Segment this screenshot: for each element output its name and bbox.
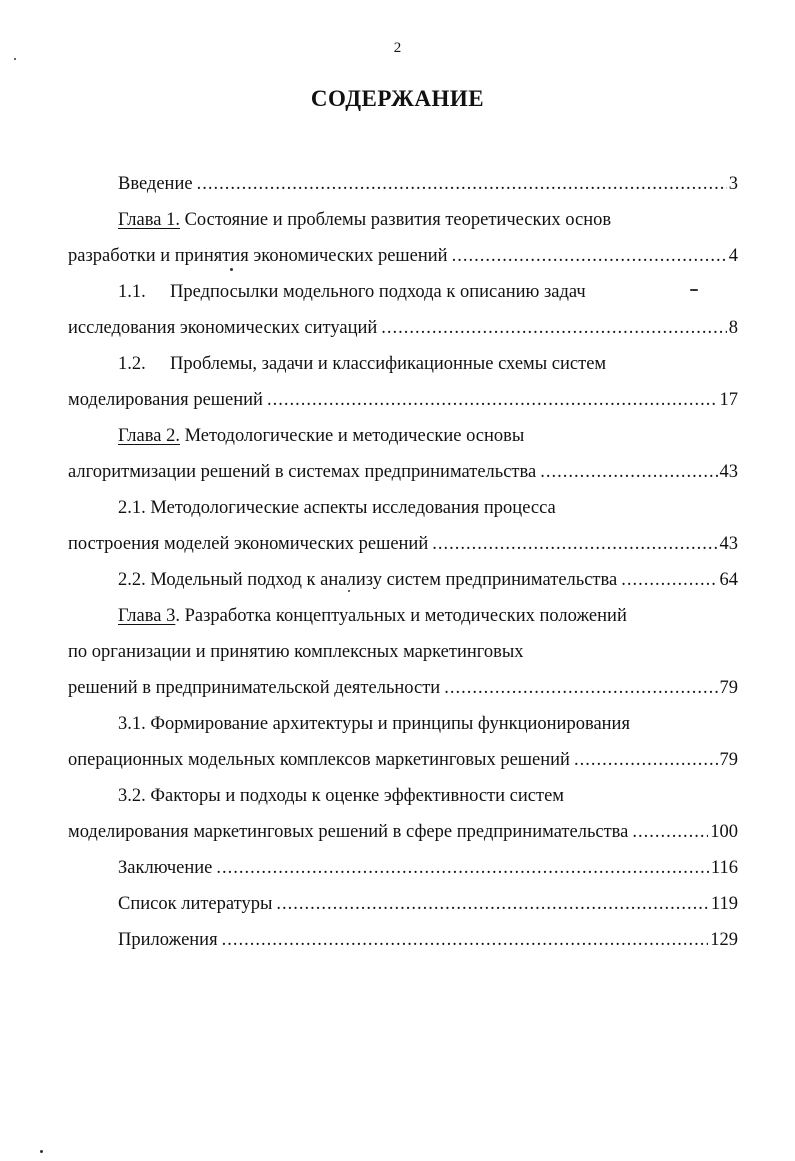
toc-leader-dots	[444, 674, 717, 702]
toc-page-number: 43	[719, 462, 738, 482]
chapter-title-line-1: . Разработка концептуальных и методических положений	[175, 606, 627, 626]
toc-leader-dots	[222, 926, 709, 954]
toc-page-number: 119	[710, 894, 738, 914]
section-title-line-1: 3.2. Факторы и подходы к оценке эффективности систем	[118, 786, 564, 806]
toc-entry-section-3-1	[68, 746, 738, 774]
toc-page-number: 79	[719, 750, 738, 770]
toc-page-number: 8	[728, 318, 738, 338]
page-title: СОДЕРЖАНИЕ	[310, 86, 485, 111]
toc-entry-conclusion	[118, 854, 738, 882]
toc-entry-text: построения моделей экономических решений	[68, 534, 429, 554]
toc-leader-dots	[574, 746, 718, 774]
toc-section-3-1-heading	[118, 710, 630, 738]
section-title-line-1: 2.1. Методологические аспекты исследования процесса	[118, 498, 556, 518]
toc-entry-text: операционных модельных комплексов маркетинговых решений	[68, 750, 570, 770]
toc-section-3-2-heading	[118, 782, 564, 810]
toc-chapter-3-line-2	[68, 638, 524, 666]
section-number: 1.2.	[118, 354, 146, 374]
toc-leader-dots	[621, 566, 717, 594]
section-title-line-1: Проблемы, задачи и классификационные схемы систем	[170, 354, 607, 374]
chapter-title-line-1: Состояние и проблемы развития теоретических основ	[179, 210, 612, 230]
toc-entry-text: алгоритмизации решений в системах предпринимательства	[68, 462, 537, 482]
toc-page-number: 129	[710, 930, 738, 950]
toc-leader-dots	[540, 458, 717, 486]
toc-leader-dots	[381, 314, 726, 342]
toc-entry-text: моделирования маркетинговых решений в сфере предпринимательства	[68, 822, 629, 842]
toc-entry-chapter-1	[68, 242, 738, 270]
toc-entry-text: 2.2. Модельный подход к анализу систем предпринимательства	[118, 570, 618, 590]
toc-entry-text: Введение	[118, 174, 193, 194]
toc-leader-dots	[432, 530, 717, 558]
toc-chapter-2-heading	[118, 422, 524, 450]
toc-section-1-2-heading	[118, 350, 606, 378]
scan-speck	[690, 289, 698, 291]
toc-page-number: 64	[719, 570, 738, 590]
scan-speck	[14, 58, 16, 60]
toc-entry-references	[118, 890, 738, 918]
chapter-title-line-1: Методологические и методические основы	[179, 426, 525, 446]
toc-page-number: 4	[728, 246, 738, 266]
toc-entry-section-2-1	[68, 530, 738, 558]
toc-entry-section-1-1	[68, 314, 738, 342]
scan-speck	[348, 590, 350, 592]
toc-leader-dots	[632, 818, 708, 846]
section-number: 1.1.	[118, 282, 146, 302]
toc-chapter-3-heading	[118, 602, 627, 630]
toc-page-number: 43	[719, 534, 738, 554]
toc-entry-text: разработки и принятия экономических решений	[68, 246, 448, 266]
toc-entry-text: Приложения	[118, 930, 218, 950]
scan-speck	[40, 1150, 43, 1153]
toc-entry-chapter-3	[68, 674, 738, 702]
page-number: 2	[393, 40, 402, 56]
toc-chapter-1-heading	[118, 206, 611, 234]
toc-entry-intro	[118, 170, 738, 198]
chapter-label: Глава 2.	[118, 426, 180, 446]
toc-section-1-1-heading	[118, 278, 586, 306]
toc-leader-dots	[276, 890, 709, 918]
toc-entry-text: Заключение	[118, 858, 213, 878]
toc-leader-dots	[267, 386, 718, 414]
toc-page-number: 116	[710, 858, 738, 878]
toc-leader-dots	[452, 242, 727, 270]
toc-leader-dots	[216, 854, 709, 882]
toc-section-2-1-heading	[118, 494, 556, 522]
toc-entry-appendices	[118, 926, 738, 954]
toc-entry-section-1-2	[68, 386, 738, 414]
toc-entry-text: Список литературы	[118, 894, 273, 914]
toc-leader-dots	[197, 170, 727, 198]
scan-speck	[230, 268, 233, 271]
toc-entry-section-3-2	[68, 818, 738, 846]
toc-page-number: 100	[710, 822, 738, 842]
chapter-label: Глава 1.	[118, 210, 180, 230]
chapter-label: Глава 3	[118, 606, 176, 626]
toc-page-number: 17	[719, 390, 738, 410]
toc-entry-section-2-2	[118, 566, 738, 594]
section-title-line-1: Предпосылки модельного подхода к описанию задач	[170, 282, 586, 302]
toc-entry-text: моделирования решений	[68, 390, 263, 410]
toc-entry-text: исследования экономических ситуаций	[68, 318, 378, 338]
toc-page-number: 79	[719, 678, 738, 698]
toc-page-number: 3	[728, 174, 738, 194]
toc-entry-text: решений в предпринимательской деятельности	[68, 678, 441, 698]
section-title-line-1: 3.1. Формирование архитектуры и принципы функционирования	[118, 714, 630, 734]
chapter-title-line-2: по организации и принятию комплексных маркетинговых	[68, 642, 524, 662]
toc-entry-chapter-2	[68, 458, 738, 486]
